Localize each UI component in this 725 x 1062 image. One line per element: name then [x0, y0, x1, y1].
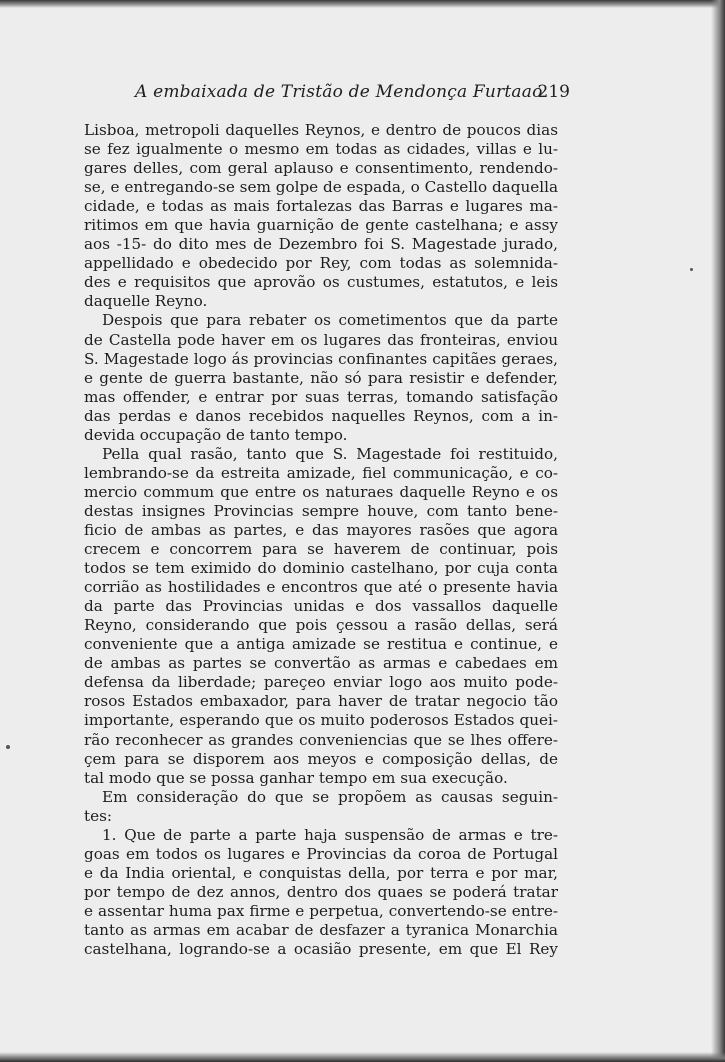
running-title: A embaixada de Tristão de Mendonça Furtaao: [135, 82, 543, 102]
page-binding-shadow: [711, 0, 725, 1062]
text-line: Pella qual rasão, tanto que S. Magestade foi restituido,: [102, 444, 558, 463]
text-line: Despois que para rebater os cometimentos que da parte: [102, 311, 558, 330]
text-line: e gente de guerra bastante, não só para resistir e defender,: [84, 368, 558, 387]
text-line: Lisboa, metropoli daquelles Reynos, e dentro de poucos dias: [84, 121, 558, 139]
page-header: [135, 82, 570, 112]
text-line: mercio commum que entre os naturaes daquelle Reyno e os: [84, 482, 558, 501]
text-line: crecem e concorrem para se haverem de continuar, pois: [84, 540, 558, 559]
text-line: çem para se disporem aos meyos e composição dellas, de: [84, 749, 558, 768]
text-line: rosos Estados embaxador, para haver de tratar negocio tão: [84, 692, 558, 711]
text-line: ficio de ambas as partes, e das mayores rasões que agora: [84, 520, 558, 539]
text-line: todos se tem eximido do dominio castelhano, por cuja conta: [84, 559, 558, 578]
text-line: de Castella pode haver em os lugares das fronteiras, enviou: [84, 330, 558, 349]
text-line: importante, esperando que os muito poderosos Estados quei-: [84, 711, 558, 730]
text-line: ritimos em que havia guarnição de gente castelhana; e assy: [84, 216, 558, 235]
text-line: daquelle Reyno.: [84, 292, 208, 311]
text-line: Reyno, considerando que pois çessou a rasão dellas, será: [84, 616, 558, 635]
text-line: Em consideração do que se propõem as causas seguin-: [102, 787, 558, 806]
text-line: gares delles, com geral aplauso e consentimento, rendendo-: [84, 159, 558, 178]
text-line: e da India oriental, e conquistas della, por terra e por mar,: [84, 863, 558, 882]
text-line: conveniente que a antiga amizade se restitua e continue, e: [84, 635, 558, 654]
text-line: aos -15- do dito mes de Dezembro foi S. Magestade jurado,: [84, 235, 558, 254]
text-line: corrião as hostilidades e encontros que até o presente havia: [84, 578, 558, 597]
page-bottom-shadow: [0, 1052, 725, 1062]
text-line: destas insignes Provincias sempre houve, com tanto bene-: [84, 501, 558, 520]
text-line: appellidado e obedecido por Rey, com todas as solemnida-: [84, 254, 558, 273]
text-line: tanto as armas em acabar de desfazer a tyranica Monarchia: [84, 920, 558, 939]
text-line: des e requisitos que aprovão os custumes, estatutos, e leis: [84, 273, 558, 292]
text-line: tes:: [84, 806, 113, 825]
text-line: mas offender, e entrar por suas terras, tomando satisfação: [84, 387, 558, 406]
text-line: e assentar huma pax firme e perpetua, convertendo-se entre-: [84, 901, 558, 920]
text-line: cidade, e todas as mais fortalezas das Barras e lugares ma-: [84, 197, 558, 216]
page-top-shadow: [0, 0, 725, 8]
text-line: rão reconhecer as grandes conveniencias que se lhes offere-: [84, 730, 558, 749]
text-line: por tempo de dez annos, dentro dos quaes se poderá tratar: [84, 882, 558, 901]
text-line: se fez igualmente o mesmo em todas as cidades, villas e lu-: [84, 140, 558, 159]
margin-speck: [690, 268, 693, 271]
text-line: lembrando-se da estreita amizade, fiel communicação, e co-: [84, 463, 558, 482]
text-line: da parte das Provincias unidas e dos vassallos daquelle: [84, 597, 558, 616]
text-line: goas em todos os lugares e Provincias da coroa de Portugal: [84, 844, 558, 863]
body-text: [84, 121, 558, 959]
text-line: devida occupação de tanto tempo.: [84, 425, 348, 444]
text-line: defensa da liberdade; pareçeo enviar logo aos muito pode-: [84, 673, 558, 692]
text-line: tal modo que se possa ganhar tempo em sua execução.: [84, 768, 508, 787]
page-number: 219: [537, 82, 570, 102]
text-line: das perdas e danos recebidos naquelles Reynos, com a in-: [84, 406, 558, 425]
text-line: se, e entregando-se sem golpe de espada, o Castello daquella: [84, 178, 558, 197]
text-line: castelhana, logrando-se a ocasião presente, em que El Rey: [84, 940, 558, 959]
margin-speck: [6, 745, 10, 749]
text-line: de ambas as partes se convertão as armas e cabedaes em: [84, 654, 558, 673]
text-line: 1. Que de parte a parte haja suspensão de armas e tre-: [102, 825, 558, 844]
text-line: S. Magestade logo ás provincias confinantes capitães geraes,: [84, 349, 558, 368]
